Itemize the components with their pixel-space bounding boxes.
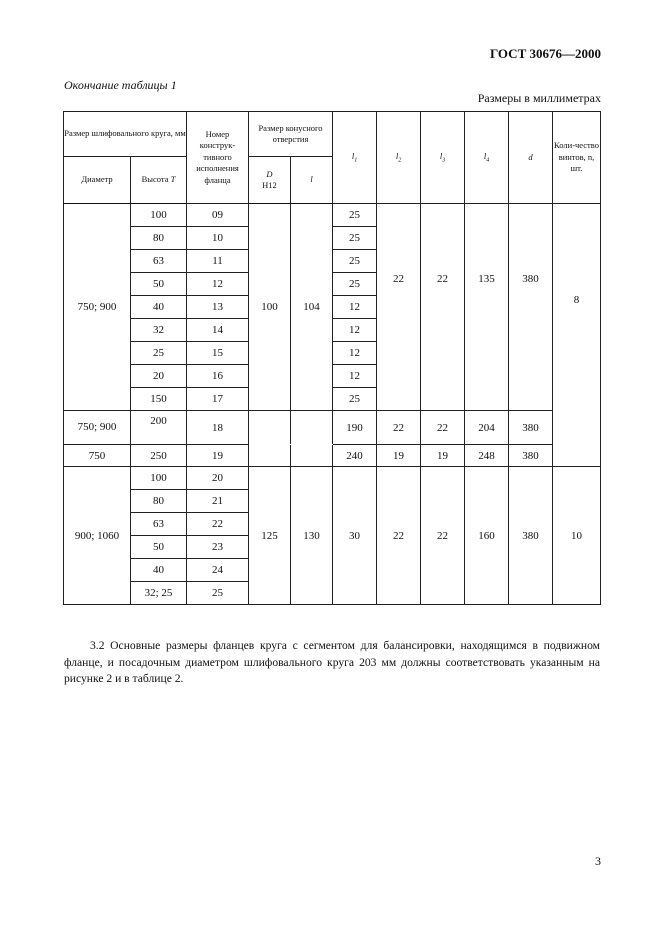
table-cell: 100 xyxy=(131,204,187,227)
table-cell: 25 xyxy=(333,273,377,296)
table-cell: 22 xyxy=(377,411,421,445)
table-cell: 150 xyxy=(131,388,187,411)
table-cell: 13 xyxy=(187,296,249,319)
group1-diameter: 750; 900 xyxy=(64,204,131,411)
page-number: 3 xyxy=(595,854,601,868)
group1-l3: 22 xyxy=(421,204,465,411)
table-cell xyxy=(249,445,291,467)
table-cell xyxy=(291,445,333,467)
table-cell: 63 xyxy=(131,250,187,273)
group1-l2: 22 xyxy=(377,204,421,411)
flange-dimensions-table xyxy=(63,111,601,605)
group2-d: 380 xyxy=(509,467,553,605)
header-cone-hole: Размер конусного отверстия xyxy=(249,112,333,157)
table-cell: 200 xyxy=(131,411,187,445)
table-cell: 20 xyxy=(131,365,187,388)
table-cell: 18 xyxy=(187,411,249,445)
group2-screws: 10 xyxy=(553,467,601,605)
group2-diameter: 900; 1060 xyxy=(64,467,131,605)
group1-l4: 135 xyxy=(465,204,509,411)
group2-l: 130 xyxy=(291,467,333,605)
table-cell: 22 xyxy=(187,513,249,536)
group2-l4: 160 xyxy=(465,467,509,605)
group1-d: 380 xyxy=(509,204,553,411)
group1-D: 100 xyxy=(249,204,291,411)
header-wheel-size: Размер шлифовального круга, мм xyxy=(64,112,187,157)
table-cell: 12 xyxy=(333,342,377,365)
table-cell: 240 xyxy=(333,445,377,467)
table-continuation-label: Окончание таблицы 1 xyxy=(64,78,177,92)
table-cell: 14 xyxy=(187,319,249,342)
header-l4: $l_4$ xyxy=(465,112,509,204)
header-d: d xyxy=(509,112,553,204)
group2-D: 125 xyxy=(249,467,291,605)
table-cell: 19 xyxy=(377,445,421,467)
table-cell: 25 xyxy=(333,250,377,273)
table-cell: 40 xyxy=(131,559,187,582)
table-cell: 32 xyxy=(131,319,187,342)
table-cell: 24 xyxy=(187,559,249,582)
table-cell: 25 xyxy=(333,204,377,227)
section-3-2-paragraph: 3.2 Основные размеры фланцев круга с сегментом для балансировки, находящимся в подвижном фланце, и посадочным диаметром шлифовального круга 203 мм должны соответствовать указанным на рисунке 2 и в таблице 2. xyxy=(64,639,600,685)
table-cell: 23 xyxy=(187,536,249,559)
table-cell: 11 xyxy=(187,250,249,273)
table-cell: 20 xyxy=(187,467,249,490)
header-D: D H12 xyxy=(249,157,291,204)
table-cell: 17 xyxy=(187,388,249,411)
table-cell: 12 xyxy=(333,365,377,388)
table-cell: 380 xyxy=(509,411,553,445)
group2-l1: 30 xyxy=(333,467,377,605)
table-cell: 12 xyxy=(333,296,377,319)
table-cell: 50 xyxy=(131,536,187,559)
table-cell: 21 xyxy=(187,490,249,513)
table-cell: 25 xyxy=(187,582,249,605)
units-note: Размеры в миллиметрах xyxy=(477,91,601,105)
header-l: l xyxy=(291,157,333,204)
group1-screws: 8 xyxy=(553,204,601,467)
table-cell: 12 xyxy=(333,319,377,342)
table-cell: 40 xyxy=(131,296,187,319)
table-cell: 09 xyxy=(187,204,249,227)
row19-diameter: 750 xyxy=(64,445,131,467)
header-screws: Коли-чество винтов, n, шт. xyxy=(553,112,601,204)
table-cell xyxy=(249,411,291,445)
group1-l: 104 xyxy=(291,204,333,411)
table-cell: 380 xyxy=(509,445,553,467)
table-cell: 100 xyxy=(131,467,187,490)
header-l1: $l_1$ xyxy=(333,112,377,204)
table-cell: 10 xyxy=(187,227,249,250)
table-cell: 50 xyxy=(131,273,187,296)
table-cell: 19 xyxy=(421,445,465,467)
table-cell xyxy=(291,411,333,445)
table-cell: 204 xyxy=(465,411,509,445)
table-cell: 15 xyxy=(187,342,249,365)
table-cell: 25 xyxy=(333,388,377,411)
standard-number: ГОСТ 30676—2000 xyxy=(489,46,601,61)
table-cell: 25 xyxy=(131,342,187,365)
table-cell: 19 xyxy=(187,445,249,467)
table-cell: 250 xyxy=(131,445,187,467)
group2-l2: 22 xyxy=(377,467,421,605)
table-cell: 12 xyxy=(187,273,249,296)
table-cell: 63 xyxy=(131,513,187,536)
header-height: Высота T xyxy=(131,157,187,204)
table-cell: 80 xyxy=(131,490,187,513)
row18-diameter: 750; 900 xyxy=(64,411,131,445)
table-cell: 248 xyxy=(465,445,509,467)
table-cell: 32; 25 xyxy=(131,582,187,605)
table-cell: 16 xyxy=(187,365,249,388)
header-design-number: Номер конструк-тивного исполнения фланца xyxy=(187,112,249,204)
table-cell: 80 xyxy=(131,227,187,250)
header-l2: $l_2$ xyxy=(377,112,421,204)
table-cell: 22 xyxy=(421,411,465,445)
table-cell: 190 xyxy=(333,411,377,445)
table-cell: 25 xyxy=(333,227,377,250)
header-diameter: Диаметр xyxy=(64,157,131,204)
header-l3: $l_3$ xyxy=(421,112,465,204)
group2-l3: 22 xyxy=(421,467,465,605)
